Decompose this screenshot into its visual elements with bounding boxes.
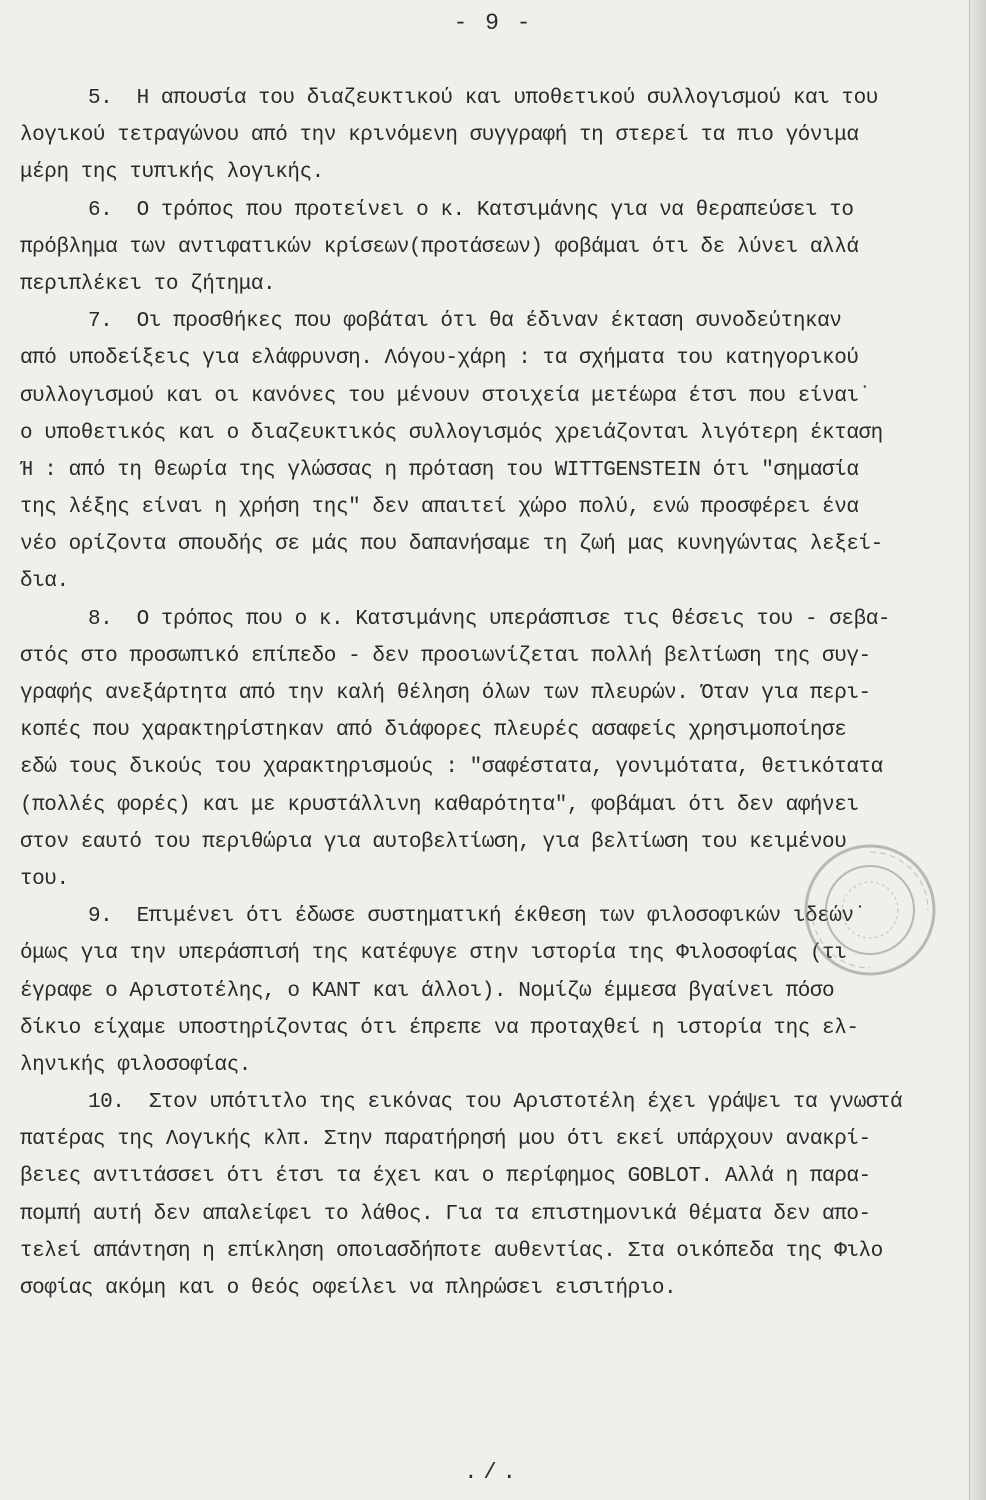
paragraph-5 xyxy=(20,80,970,192)
text-line: βειες αντιτάσσει ότι έτσι τα έχει και ο περίφημος GOBLOT. Αλλά η παρα- xyxy=(20,1165,871,1189)
text-line: δίκιο είχαμε υποστηρίζοντας ότι έπρεπε να προταχθεί η ιστορία της ελ- xyxy=(20,1016,859,1040)
text-line: 7. Οι προσθήκες που φοβάται ότι θα έδιναν έκταση συνοδεύτηκαν xyxy=(88,310,842,334)
text-line: νέο ορίζοντα σπουδής σε μάς που δαπανήσαμε τη ζωή μας κυνηγώντας λεξεί- xyxy=(20,533,883,557)
paragraph-10 xyxy=(20,1084,970,1307)
text-line: 10. Στον υπότιτλο της εικόνας του Αριστοτέλη έχει γράψει τα γνωστά xyxy=(88,1091,903,1115)
circular-stamp-icon xyxy=(800,840,940,980)
paragraph-6 xyxy=(20,192,970,304)
text-line: πρόβλημα των αντιφατικών κρίσεων(προτάσεων) φοβάμαι ότι δε λύνει αλλά xyxy=(20,235,859,259)
text-line: της λέξης είναι η χρήση της" δεν απαιτεί χώρο πολύ, ενώ προσφέρει ένα xyxy=(20,496,859,520)
text-line: 9. Επιμένει ότι έδωσε συστηματική έκθεση των φιλοσοφικών ιδεών˙ xyxy=(88,905,866,929)
text-line: τελεί απάντηση η επίκληση οποιασδήποτε αυθεντίας. Στα οικόπεδα της Φιλο xyxy=(20,1239,883,1263)
text-line: μέρη της τυπικής λογικής. xyxy=(20,161,324,185)
text-line: συλλογισμού και οι κανόνες του μένουν στοιχεία μετέωρα έτσι που είναι˙ xyxy=(20,384,871,408)
text-line: λογικού τετραγώνου από την κρινόμενη συγγραφή τη στερεί τα πιο γόνιμα xyxy=(20,124,859,148)
text-line: έγραφε ο Αριστοτέλης, ο ΚΑΝΤ και άλλοι). Νομίζω έμμεσα βγαίνει πόσο xyxy=(20,979,835,1003)
text-line: δια. xyxy=(20,570,69,594)
text-line: ληνικής φιλοσοφίας. xyxy=(20,1053,251,1077)
text-line: Ή : από τη θεωρία της γλώσσας η πρόταση του WITTGENSTEIN ότι "σημασία xyxy=(20,458,859,482)
text-line: (πολλές φορές) και με κρυστάλλινη καθαρότητα", φοβάμαι ότι δεν αφήνει xyxy=(20,793,859,817)
text-line: σοφίας ακόμη και ο θεός οφείλει να πληρώσει εισιτήριο. xyxy=(20,1277,677,1300)
body-text xyxy=(20,80,970,1307)
text-line: πομπή αυτή δεν απαλείφει το λάθος. Για τα επιστημονικά θέματα δεν απο- xyxy=(20,1202,871,1226)
text-line: 8. Ο τρόπος που ο κ. Κατσιμάνης υπεράσπισε τις θέσεις του - σεβα- xyxy=(88,607,891,631)
text-line: γραφής ανεξάρτητα από την καλή θέληση όλων των πλευρών. Όταν για περι- xyxy=(20,682,871,705)
text-line: κοπές που χαρακτηρίστηκαν από διάφορες πλευρές ασαφείς χρησιμοποίησε xyxy=(20,719,847,743)
text-line: στον εαυτό του περιθώρια για αυτοβελτίωση, για βελτίωση του κειμένου xyxy=(20,830,847,854)
page-edge xyxy=(969,0,986,1500)
text-line: του. xyxy=(20,867,69,891)
page-number: - 9 - xyxy=(453,10,533,36)
paragraph-7 xyxy=(20,303,970,601)
text-line: 5. Η απουσία του διαζευκτικού και υποθετικού συλλογισμού και του xyxy=(88,87,878,110)
continuation-mark: ./. xyxy=(464,1460,522,1485)
text-line: περιπλέκει το ζήτημα. xyxy=(20,272,276,296)
text-line: ο υποθετικός και ο διαζευκτικός συλλογισμός χρειάζονται λιγότερη έκταση xyxy=(20,421,883,445)
text-line: 6. Ο τρόπος που προτείνει ο κ. Κατσιμάνης για να θεραπεύσει το xyxy=(88,198,854,222)
text-line: εδώ τους δικούς του χαρακτηρισμούς : "σαφέστατα, γονιμότατα, θετικότατα xyxy=(20,756,883,780)
text-line: από υποδείξεις για ελάφρυνση. Λόγου-χάρη : τα σχήματα του κατηγορικού xyxy=(20,347,859,371)
text-line: πατέρας της Λογικής κλπ. Στην παρατήρησή μου ότι εκεί υπάρχουν ανακρί- xyxy=(20,1128,871,1152)
text-line: όμως για την υπεράσπισή της κατέφυγε στην ιστορία της Φιλοσοφίας (τι xyxy=(20,942,847,966)
text-line: στός στο προσωπικό επίπεδο - δεν προοιωνίζεται πολλή βελτίωση της συγ- xyxy=(20,644,871,668)
